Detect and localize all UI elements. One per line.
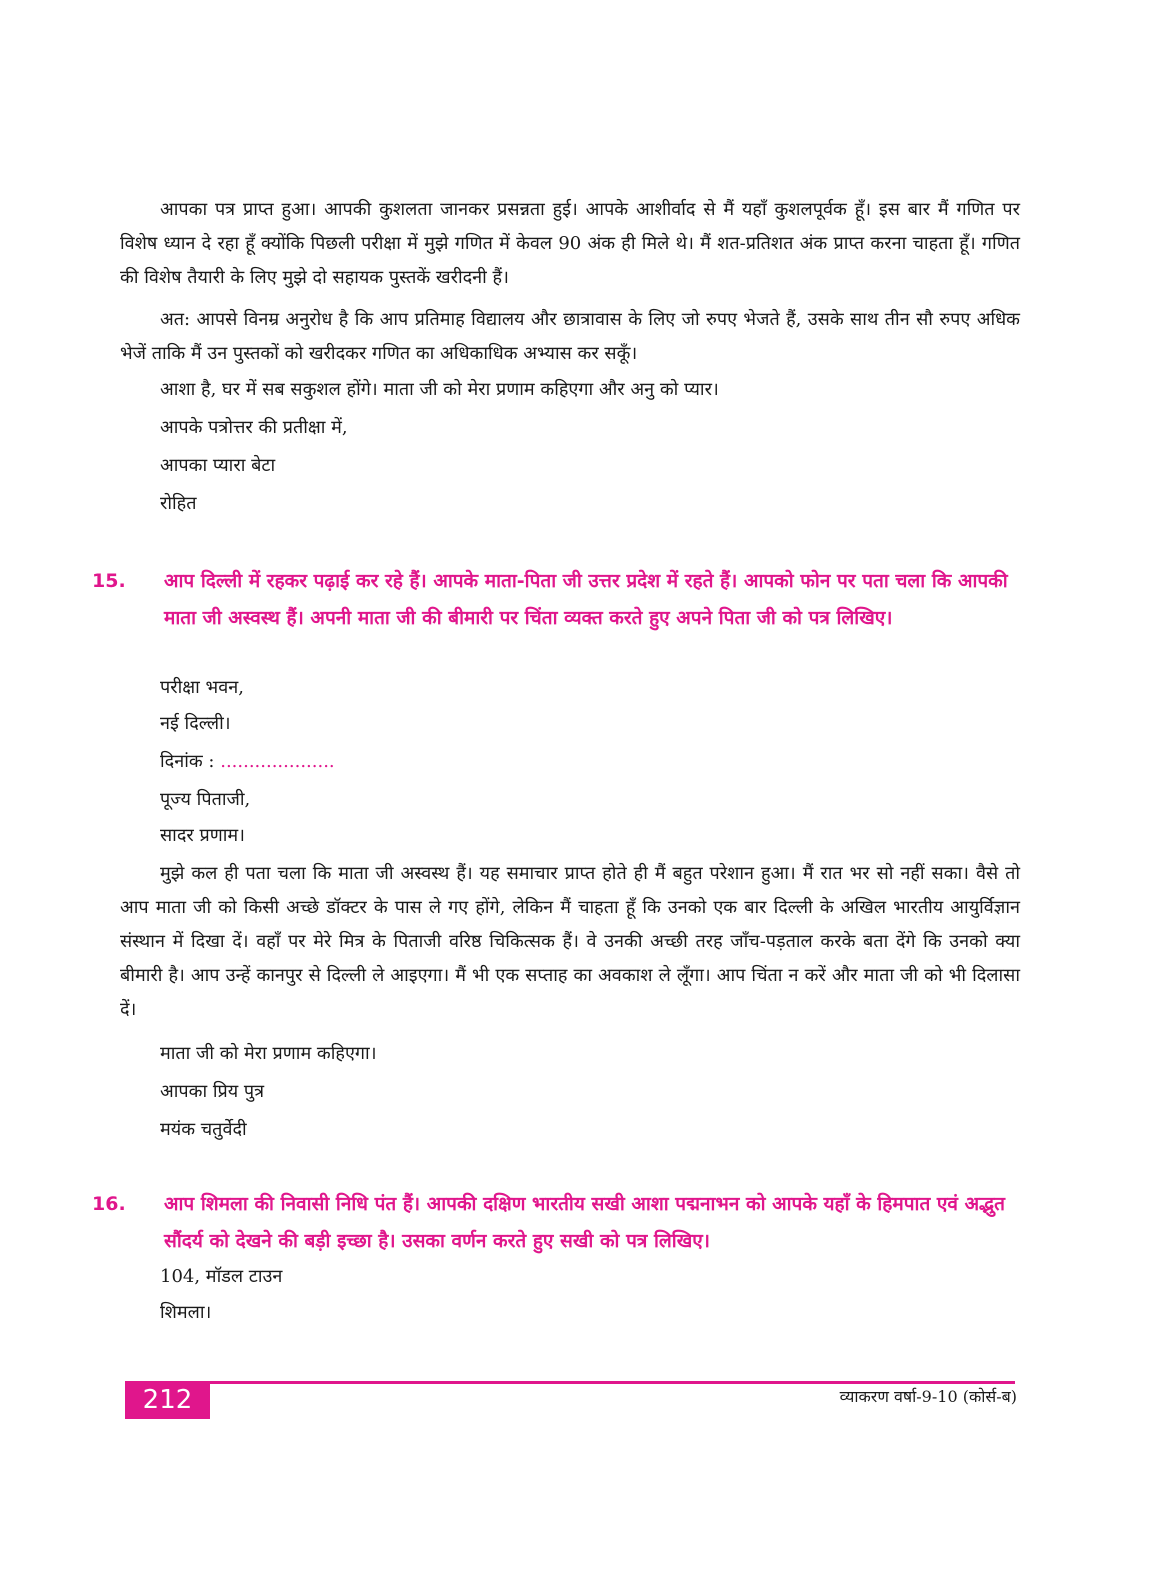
q15-closing-relation: आपका प्रिय पुत्र [160,1081,265,1102]
q16-address-line-2: शिमला। [160,1302,212,1323]
q16-address-line-1: 104, मॉडल टाउन [160,1266,283,1287]
letter1-paragraph-2: अत: आपसे विनम्र अनुरोध है कि आप प्रतिमाह विद्यालय और छात्रावास के लिए जो रुपए भेजते हैं, उसके साथ तीन सौ रुपए अधिक भेजें ताकि मैं उन पुस्तकों को खरीदकर गणित का अधिकाधिक अभ्यास कर सकूँ। [120,309,1020,364]
q15-address-line-1: परीक्षा भवन, [160,677,244,698]
letter1-paragraph-1: आपका पत्र प्राप्त हुआ। आपकी कुशलता जानकर प्रसन्नता हुई। आपके आशीर्वाद से मैं यहाँ कुशलपूर्वक हूँ। इस बार मैं गणित पर विशेष ध्यान दे रहा हूँ क्योंकि पिछली परीक्षा में मुझे गणित में केवल 90 अंक ही मिले थे। मैं शत-प्रतिशत अंक प्राप्त करना चाहता हूँ। गणित की विशेष तैयारी के लिए मुझे दो सहायक पुस्तकें खरीदनी हैं। [120,199,1020,288]
letter1-wishes-line: आशा है, घर में सब सकुशल होंगे। माता जी को मेरा प्रणाम कहिएगा और अनु को प्यार। [160,379,719,400]
q15-closing-line: माता जी को मेरा प्रणाम कहिएगा। [160,1043,377,1064]
question-16-number: 16. [92,1193,126,1215]
question-15-text: आप दिल्ली में रहकर पढ़ाई कर रहे हैं। आपके माता-पिता जी उत्तर प्रदेश में रहते हैं। आपको फोन पर पता चला कि आपकी माता जी अस्वस्थ हैं। अपनी माता जी की बीमारी पर चिंता व्यक्त करते हुए अपने पिता जी को पत्र लिखिए। [164,570,1008,629]
q15-address-line-2: नई दिल्ली। [160,713,231,734]
letter1-signature: रोहित [160,493,197,514]
q15-date-label: दिनांक : [160,751,215,772]
question-16-text: आप शिमला की निवासी निधि पंत हैं। आपकी दक्षिण भारतीय सखी आशा पद्मनाभन को आपके यहाँ के हिमपात एवं अद्भुत सौंदर्य को देखने की बड़ी इच्छा है। उसका वर्णन करते हुए सखी को पत्र लिखिए। [164,1193,1005,1252]
q15-salutation: पूज्य पिताजी, [160,789,251,810]
q15-date-line [160,747,335,777]
question-15-number: 15. [92,570,126,592]
q15-greeting: सादर प्रणाम। [160,825,245,846]
footer-divider [125,1381,1015,1384]
q15-date-placeholder: .................... [220,751,335,772]
page-number: 212 [125,1381,210,1419]
letter1-closing: आपका प्यारा बेटा [160,455,276,476]
question-15 [92,563,1028,637]
q15-letter-body: मुझे कल ही पता चला कि माता जी अस्वस्थ हैं। यह समाचार प्राप्त होते ही मैं बहुत परेशान हुआ। मैं रात भर सो नहीं सका। वैसे तो आप माता जी को किसी अच्छे डॉक्टर के पास ले गए होंगे, लेकिन मैं चाहता हूँ कि उनको एक बार दिल्ली के अखिल भारतीय आयुर्विज्ञान संस्थान में दिखा दें। वहाँ पर मेरे मित्र के पिताजी वरिष्ठ चिकित्सक हैं। वे उनकी अच्छी तरह जाँच-पड़ताल करके बता देंगे कि उनको क्या बीमारी है। आप उन्हें कानपुर से दिल्ली ले आइएगा। मैं भी एक सप्ताह का अवकाश ले लूँगा। आप चिंता न करें और माता जी को भी दिलासा दें। [120,863,1020,1020]
book-title: व्याकरण वर्षा-9-10 (कोर्स-ब) [839,1387,1017,1406]
question-16 [92,1186,1028,1260]
letter1-awaiting-reply: आपके पत्रोत्तर की प्रतीक्षा में, [160,417,348,438]
q15-signature: मयंक चतुर्वेदी [160,1119,247,1140]
